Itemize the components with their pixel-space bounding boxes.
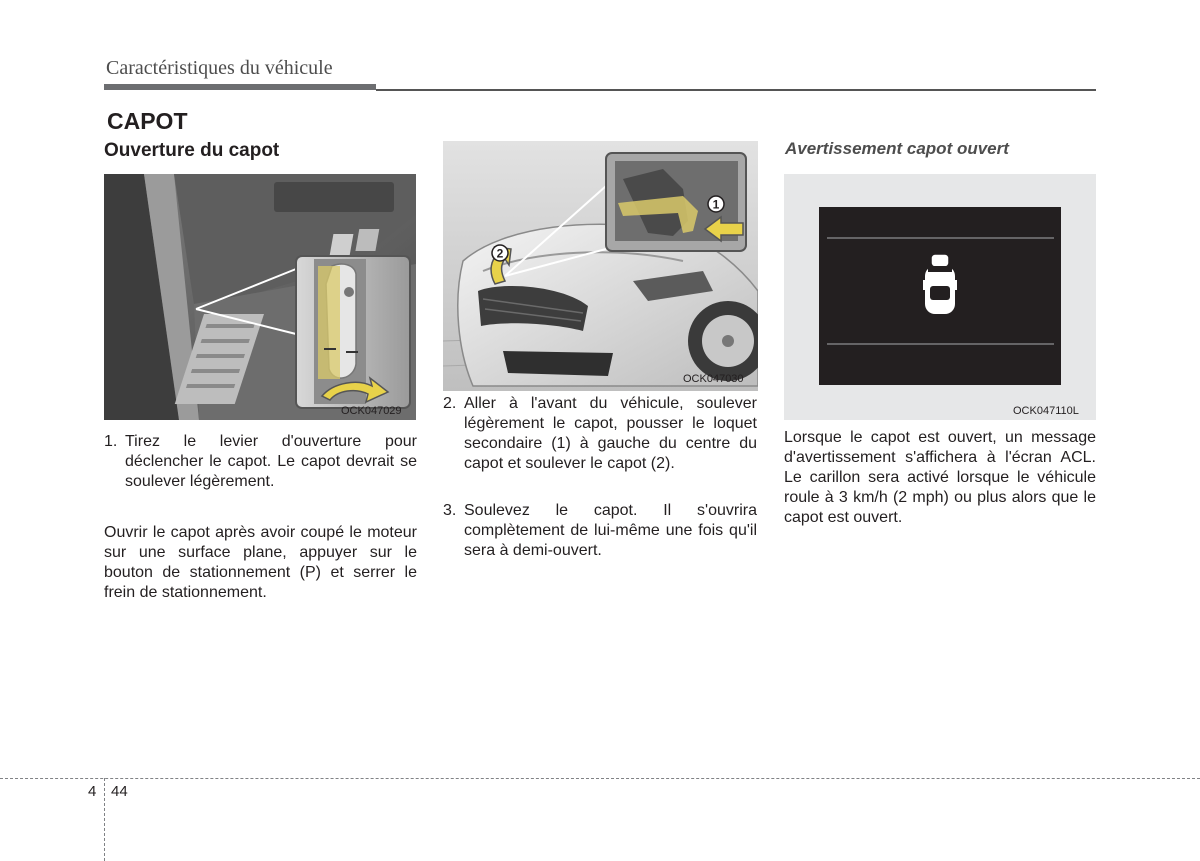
callout-1-label: 1 bbox=[712, 197, 720, 212]
step-1 bbox=[104, 432, 417, 492]
warning-paragraph: Lorsque le capot est ouvert, un message d'avertissement s'affichera à l'écran ACL. Le carillon sera activé lorsque le véhicule roule à 3 km/h (2 mph) ou plus alors que le capot est ouvert. bbox=[784, 429, 1096, 526]
figure-code-2: OCK047030 bbox=[683, 373, 744, 385]
subheading-hood-opening: Ouverture du capot bbox=[104, 140, 280, 161]
parking-paragraph: Ouvrir le capot après avoir coupé le moteur sur une surface plane, appuyer sur le bouton de stationnement (P) et serrer le frein de stationnement. bbox=[104, 524, 417, 601]
figure-hood-release-lever bbox=[104, 174, 416, 420]
step-2 bbox=[443, 394, 757, 474]
step-3-text: Soulevez le capot. Il s'ouvrira complètement de lui-même une fois qu'il sera à demi-ouvert. bbox=[464, 502, 757, 559]
figure-warning-display bbox=[784, 174, 1096, 420]
callout-2-label: 2 bbox=[496, 246, 504, 261]
subheading-hood-warning: Avertissement capot ouvert bbox=[785, 139, 1009, 158]
chapter-number: 4 bbox=[88, 783, 97, 800]
page-number: 44 bbox=[111, 783, 128, 800]
section-title: CAPOT bbox=[107, 108, 188, 134]
step-3-number: 3. bbox=[443, 502, 457, 519]
step-1-number: 1. bbox=[104, 433, 118, 450]
figure-hood-latch bbox=[443, 141, 758, 391]
hood-release-lever-illustration bbox=[104, 174, 416, 420]
car-front-hood-illustration bbox=[443, 141, 758, 391]
step-1-text: Tirez le levier d'ouverture pour déclencher le capot. Le capot devrait se soulever légèrement. bbox=[125, 433, 417, 490]
step-2-text: Aller à l'avant du véhicule, soulever légèrement le capot, pousser le loquet secondaire (1) à gauche du centre du capot et soulever le capot (2). bbox=[464, 395, 757, 472]
header-rule-thick bbox=[104, 84, 376, 90]
figure-code-3: OCK047110L bbox=[1013, 405, 1079, 417]
footer-vertical-rule bbox=[104, 778, 105, 861]
step-2-number: 2. bbox=[443, 395, 457, 412]
display-illustration bbox=[784, 174, 1096, 420]
header-rule bbox=[376, 89, 1096, 91]
step-3 bbox=[443, 501, 757, 561]
figure-code-1: OCK047029 bbox=[341, 405, 402, 417]
running-header: Caractéristiques du véhicule bbox=[106, 57, 333, 79]
footer-rule bbox=[0, 778, 1200, 779]
